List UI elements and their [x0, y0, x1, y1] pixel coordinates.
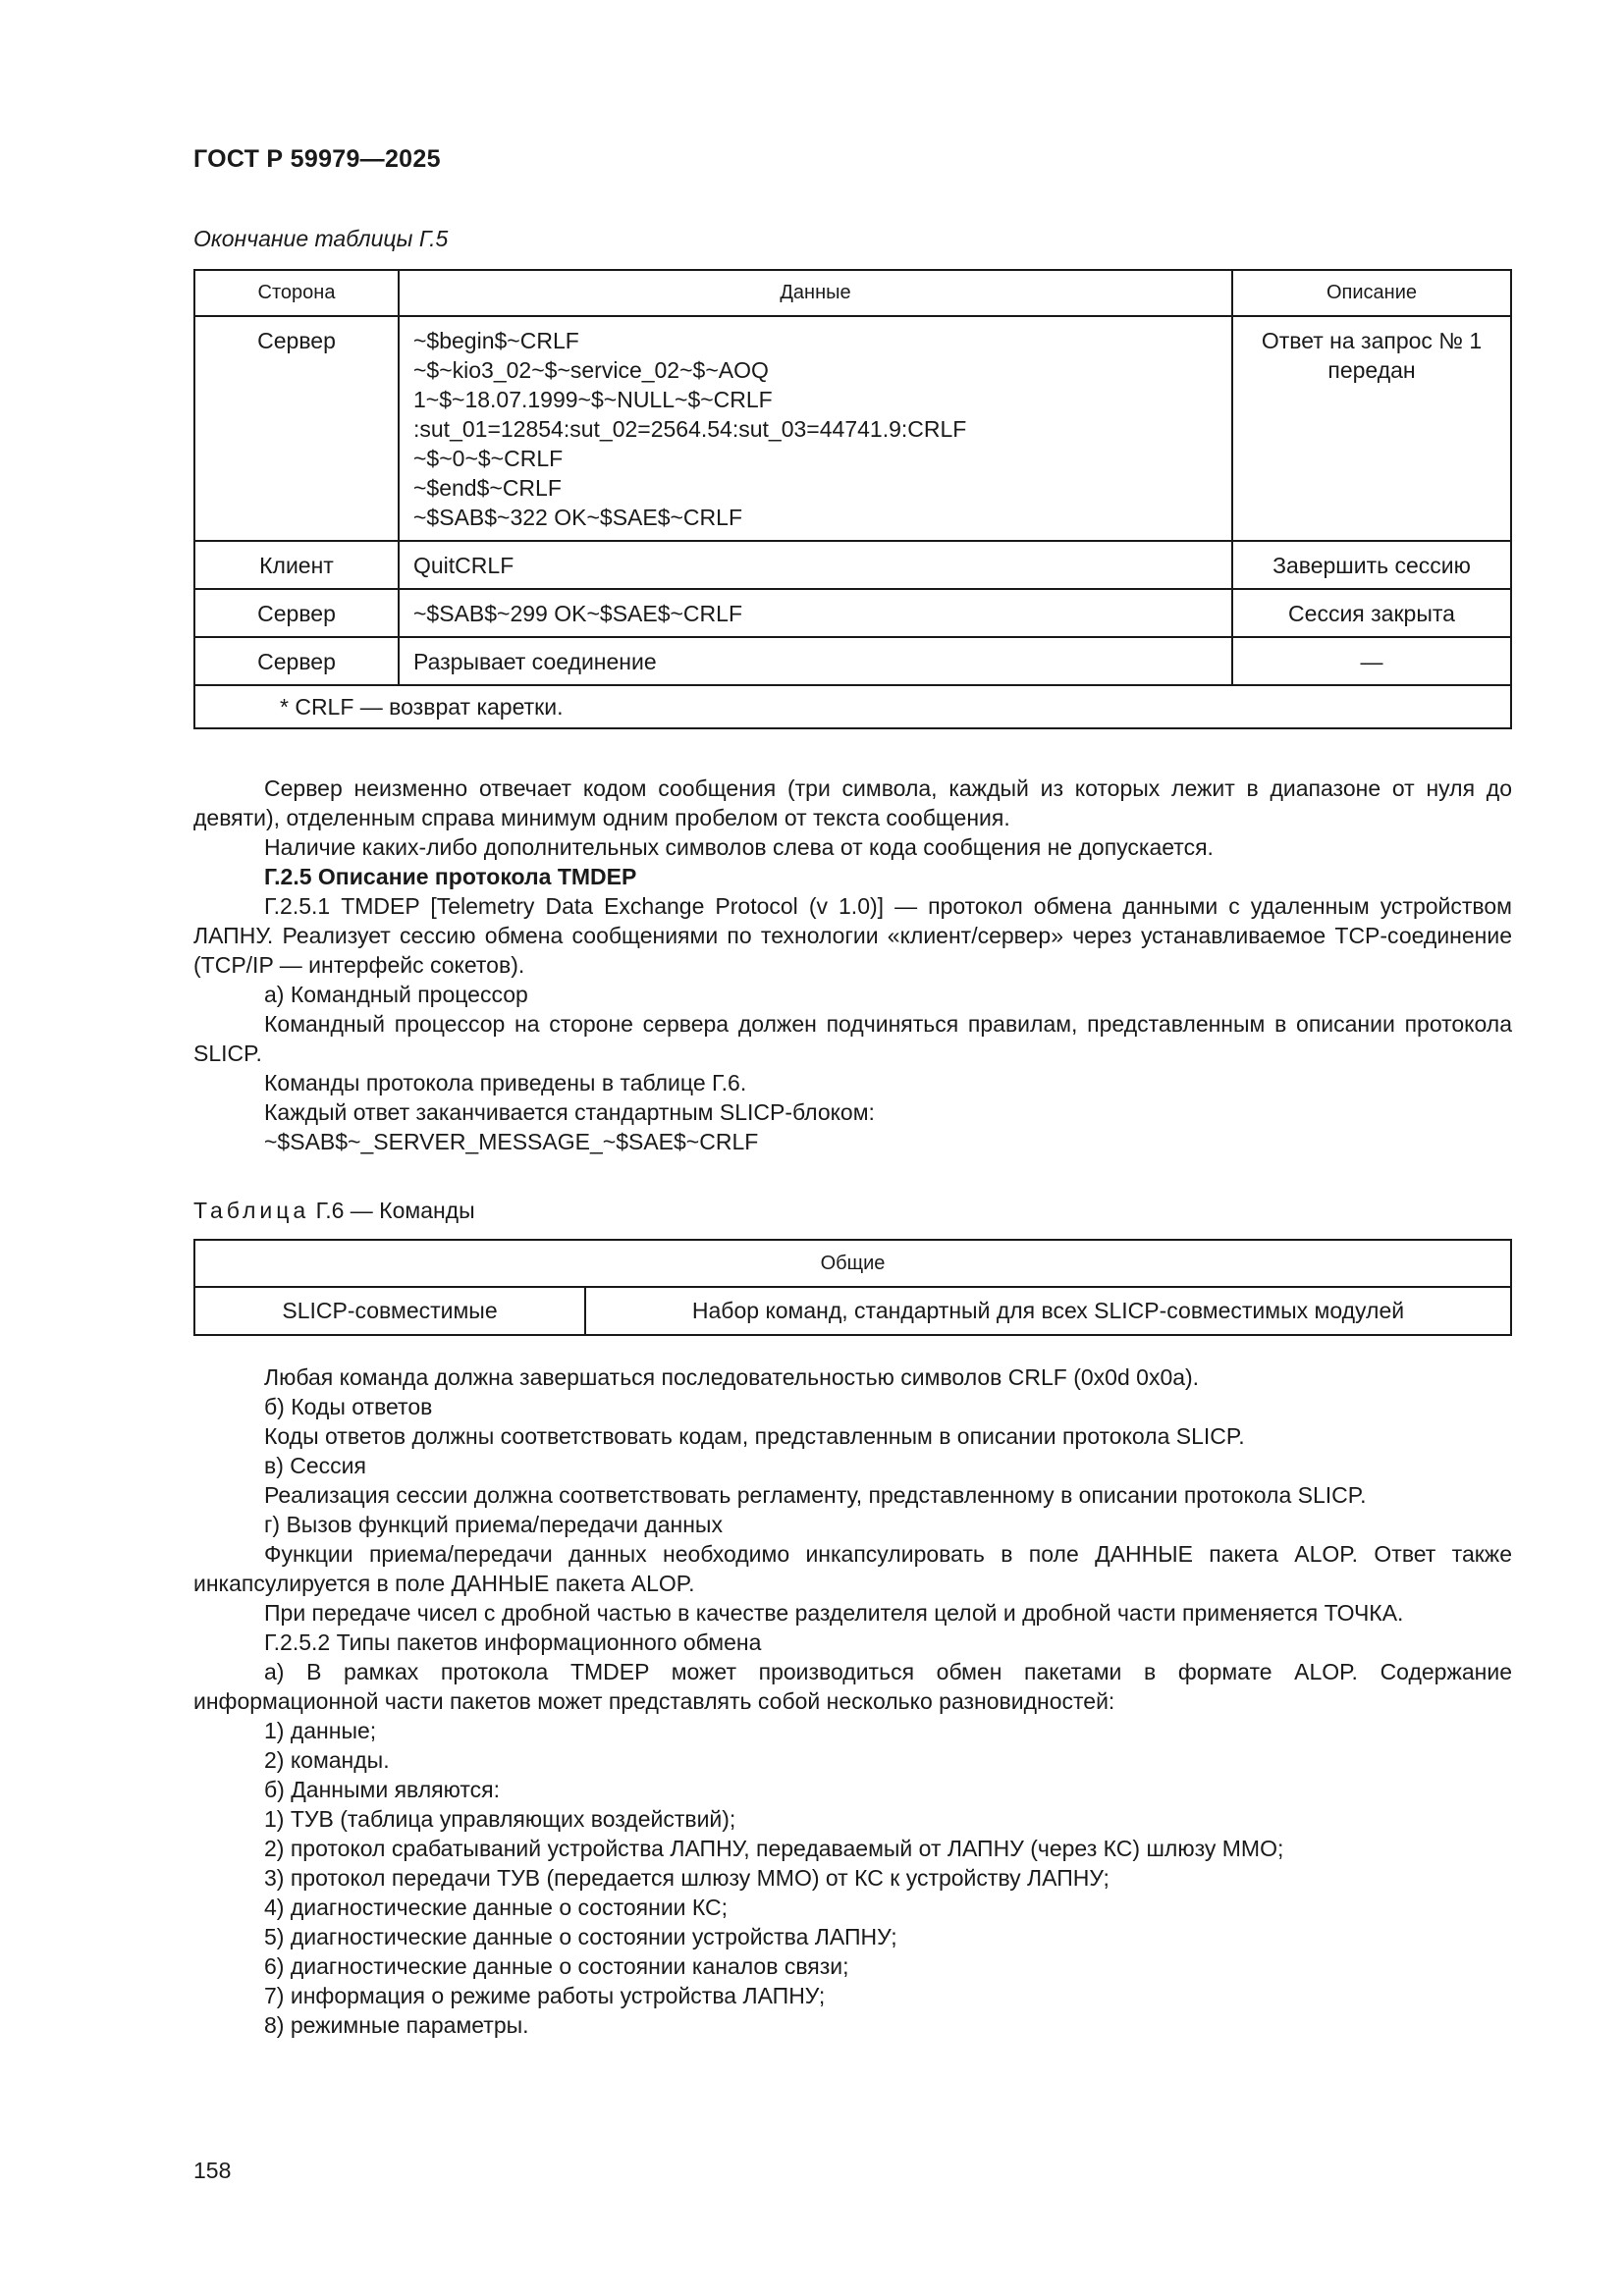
paragraph: Каждый ответ заканчивается стандартным SLICP-блоком:: [264, 1099, 875, 1125]
paragraph: Наличие каких-либо дополнительных символов слева от кода сообщения не допускается.: [264, 834, 1214, 860]
cell-description: [1232, 316, 1511, 541]
description-line: Ответ на запрос № 1: [1261, 328, 1483, 353]
text-block-a: [193, 774, 1512, 1156]
cell-data: QuitCRLF: [399, 541, 1232, 589]
list-item: 4) диагностические данные о состоянии КС;: [264, 1895, 729, 1920]
table-row: [194, 589, 1511, 637]
paragraph: Реализация сессии должна соответствовать регламенту, представленному в описании протокола SLICP.: [264, 1482, 1367, 1508]
paragraph: а) В рамках протокола TMDEP может производиться обмен пакетами в формате ALOP. Содержание информационной части пакетов может представлять собой несколько разновидностей:: [193, 1659, 1512, 1714]
list-item: 1) ТУВ (таблица управляющих воздействий);: [264, 1806, 736, 1832]
cell-data: [399, 316, 1232, 541]
table-g6-caption: [193, 1198, 475, 1224]
paragraph: Г.2.5.1 TMDEP [Telemetry Data Exchange Protocol (v 1.0)] — протокол обмена данными с удаленным устройством ЛАПНУ. Реализует сессию обмена сообщениями по технологии «клиент/сервер» через устанавливаемое TCP-соединение (TCP/IP — интерфейс сокетов).: [193, 893, 1512, 978]
list-item: 6) диагностические данные о состоянии каналов связи;: [264, 1953, 849, 1979]
data-line: :sut_01=12854:sut_02=2564.54:sut_03=44741.9:CRLF: [413, 416, 967, 442]
table-continuation-caption: Окончание таблицы Г.5: [193, 226, 449, 251]
text-block-c: [193, 1362, 1512, 2040]
paragraph: Коды ответов должны соответствовать кодам, представленным в описании протокола SLICP.: [264, 1423, 1245, 1449]
table-row: [194, 637, 1511, 685]
paragraph: в) Сессия: [264, 1453, 366, 1478]
table-caption-label: Таблица: [193, 1198, 310, 1223]
paragraph: Командный процессор на стороне сервера должен подчиняться правилам, представленным в описании протокола SLICP.: [193, 1011, 1512, 1066]
paragraph: Любая команда должна завершаться последовательностью символов CRLF (0x0d 0x0a).: [264, 1364, 1200, 1390]
table-header-row: [194, 1240, 1511, 1287]
cell-data: Разрывает соединение: [399, 637, 1232, 685]
list-item: 1) данные;: [264, 1718, 377, 1743]
table-row: [194, 541, 1511, 589]
data-line: ~$~kio3_02~$~service_02~$~AOQ: [413, 357, 769, 383]
paragraph: Сервер неизменно отвечает кодом сообщения (три символа, каждый из которых лежит в диапазоне от нуля до девяти), отделенным справа минимум одним пробелом от текста сообщения.: [193, 775, 1512, 830]
cell-side: Клиент: [194, 541, 399, 589]
data-line: 1~$~18.07.1999~$~NULL~$~CRLF: [413, 387, 773, 412]
document-header: ГОСТ Р 59979—2025: [193, 145, 441, 173]
table-row: [194, 1287, 1511, 1335]
data-line: ~$end$~CRLF: [413, 475, 562, 501]
paragraph: Команды протокола приведены в таблице Г.6.: [264, 1070, 747, 1095]
list-item: 2) протокол срабатываний устройства ЛАПНУ, передаваемый от ЛАПНУ (через КС) шлюзу ММО;: [264, 1836, 1284, 1861]
list-item: 5) диагностические данные о состоянии устройства ЛАПНУ;: [264, 1924, 897, 1949]
table-caption-title: Г.6 — Команды: [315, 1198, 475, 1223]
paragraph: Функции приема/передачи данных необходимо инкапсулировать в поле ДАННЫЕ пакета ALOP. Ответ также инкапсулируется в поле ДАННЫЕ пакета ALOP.: [193, 1541, 1512, 1596]
section-heading: Г.2.5 Описание протокола TMDEP: [264, 864, 637, 889]
cell-side: Сервер: [194, 316, 399, 541]
paragraph: б) Коды ответов: [264, 1394, 433, 1419]
cell-data: ~$SAB$~299 OK~$SAE$~CRLF: [399, 589, 1232, 637]
table-g6: [193, 1239, 1512, 1336]
header-general: Общие: [194, 1240, 1511, 1287]
paragraph: а) Командный процессор: [264, 982, 528, 1007]
paragraph: ~$SAB$~_SERVER_MESSAGE_~$SAE$~CRLF: [264, 1129, 759, 1154]
table-g5: [193, 269, 1512, 729]
cell-command-group: SLICP-совместимые: [194, 1287, 585, 1335]
cell-command-description: Набор команд, стандартный для всех SLICP-совместимых модулей: [585, 1287, 1511, 1335]
cell-description: Завершить сессию: [1232, 541, 1511, 589]
header-data: Данные: [399, 270, 1232, 316]
paragraph: При передаче чисел с дробной частью в качестве разделителя целой и дробной части применяется ТОЧКА.: [264, 1600, 1404, 1626]
table-footnote-row: [194, 685, 1511, 728]
paragraph: г) Вызов функций приема/передачи данных: [264, 1512, 723, 1537]
list-item: 3) протокол передачи ТУВ (передается шлюзу ММО) от КС к устройству ЛАПНУ;: [264, 1865, 1110, 1891]
table-footnote: * CRLF — возврат каретки.: [194, 685, 1511, 728]
header-description: Описание: [1232, 270, 1511, 316]
data-line: ~$begin$~CRLF: [413, 328, 579, 353]
list-item: 8) режимные параметры.: [264, 2012, 529, 2038]
cell-description: Сессия закрыта: [1232, 589, 1511, 637]
table-header-row: [194, 270, 1511, 316]
paragraph: Г.2.5.2 Типы пакетов информационного обмена: [264, 1629, 762, 1655]
header-side: Сторона: [194, 270, 399, 316]
cell-description: —: [1232, 637, 1511, 685]
data-line: ~$SAB$~322 OK~$SAE$~CRLF: [413, 505, 742, 530]
list-item: 2) команды.: [264, 1747, 390, 1773]
cell-side: Сервер: [194, 589, 399, 637]
data-line: ~$~0~$~CRLF: [413, 446, 564, 471]
table-row: [194, 316, 1511, 541]
page-number: 158: [193, 2158, 232, 2183]
list-item: 7) информация о режиме работы устройства ЛАПНУ;: [264, 1983, 826, 2008]
description-line: передан: [1327, 357, 1416, 383]
cell-side: Сервер: [194, 637, 399, 685]
paragraph: б) Данными являются:: [264, 1777, 500, 1802]
